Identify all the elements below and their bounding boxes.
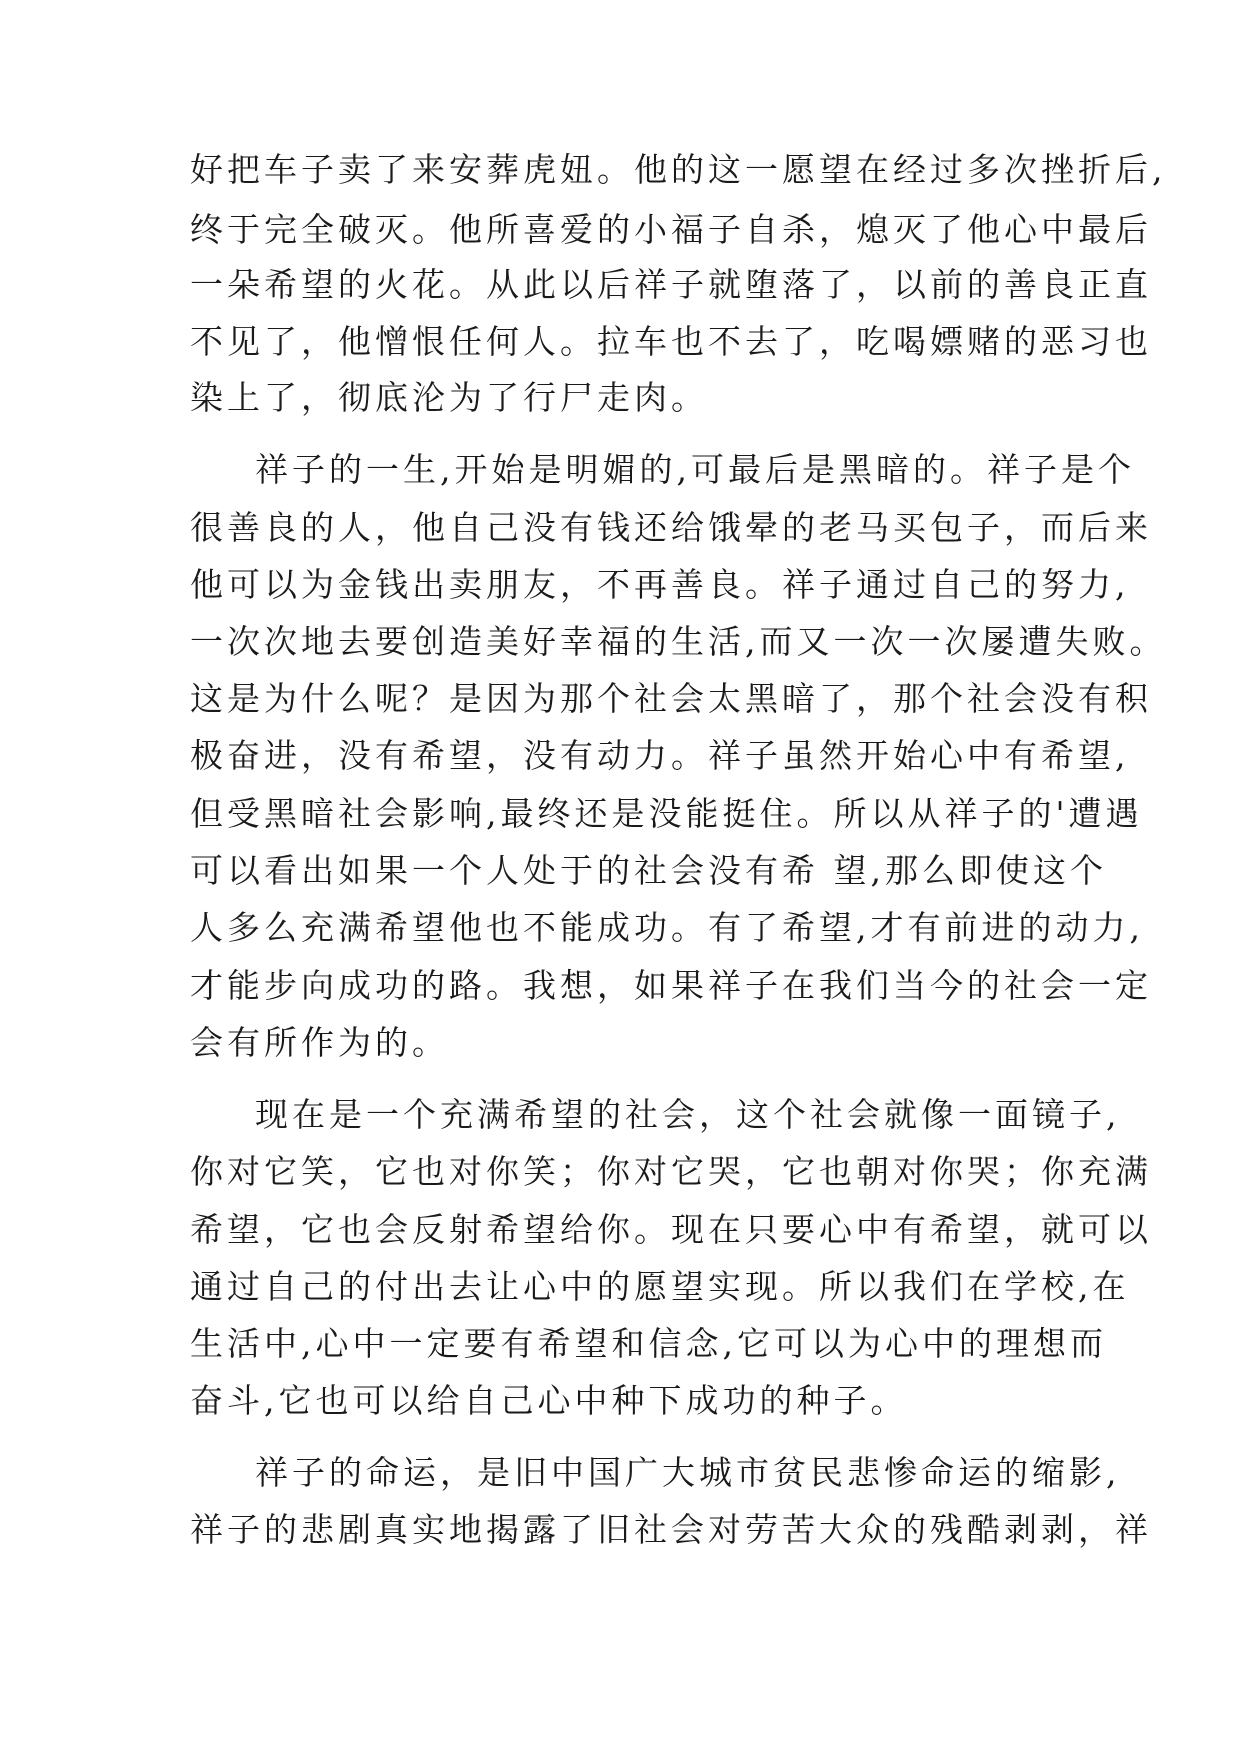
text-line: 人多么充满希望他也不能成功。有了希望,才有前进的动力, xyxy=(190,908,1144,947)
text-line: 生活中,心中一定要有希望和信念,它可以为心中的理想而 xyxy=(190,1324,1107,1363)
text-line: 可以看出如果一个人处于的社会没有希 望,那么即使这个 xyxy=(190,851,1107,890)
text-line: 奋斗,它也可以给自己心中种下成功的种子。 xyxy=(190,1381,908,1420)
text-line: 会有所作为的。 xyxy=(190,1023,449,1062)
text-line: 通过自己的付出去让心中的愿望实现。所以我们在学校,在 xyxy=(190,1267,1130,1306)
text-line: 好把车子卖了来安葬虎妞。他的这一愿望在经过多次挫折后, xyxy=(190,150,1167,189)
text-line: 染上了，彻底沦为了行尸走肉。 xyxy=(190,378,708,417)
text-line: 才能步向成功的路。我想，如果祥子在我们当今的社会一定 xyxy=(190,966,1152,1005)
text-line: 祥子的悲剧真实地揭露了旧社会对劳苦大众的残酷剥剥，祥 xyxy=(190,1510,1152,1549)
text-line: 这是为什么呢？是因为那个社会太黑暗了，那个社会没有积 xyxy=(190,679,1152,718)
paragraph-first-line: 祥子的命运，是旧中国广大城市贫民悲惨命运的缩影, xyxy=(255,1453,1121,1492)
text-line: 终于完全破灭。他所喜爱的小福子自杀，熄灭了他心中最后 xyxy=(190,210,1152,249)
text-line: 一次次地去要创造美好幸福的生活,而又一次一次屡遭失败。 xyxy=(190,622,1167,661)
text-line: 但受黑暗社会影响,最终还是没能挺住。所以从祥子的'遭遇 xyxy=(190,794,1143,833)
paragraph-first-line: 现在是一个充满希望的社会，这个社会就像一面镜子, xyxy=(255,1095,1121,1134)
text-line: 你对它笑，它也对你笑；你对它哭，它也朝对你哭；你充满 xyxy=(190,1152,1152,1191)
paragraph-first-line: 祥子的一生,开始是明媚的,可最后是黑暗的。祥子是个 xyxy=(255,450,1135,489)
text-line: 极奋进，没有希望，没有动力。祥子虽然开始心中有希望, xyxy=(190,736,1130,775)
text-line: 不见了，他憎恨任何人。拉车也不去了，吃喝嫖赌的恶习也 xyxy=(190,322,1152,361)
text-line: 希望，它也会反射希望给你。现在只要心中有希望，就可以 xyxy=(190,1210,1152,1249)
text-line: 很善良的人，他自己没有钱还给饿晕的老马买包子，而后来 xyxy=(190,508,1152,547)
text-line: 一朵希望的火花。从此以后祥子就堕落了，以前的善良正直 xyxy=(190,265,1152,304)
text-line: 他可以为金钱出卖朋友，不再善良。祥子通过自己的努力, xyxy=(190,565,1130,604)
